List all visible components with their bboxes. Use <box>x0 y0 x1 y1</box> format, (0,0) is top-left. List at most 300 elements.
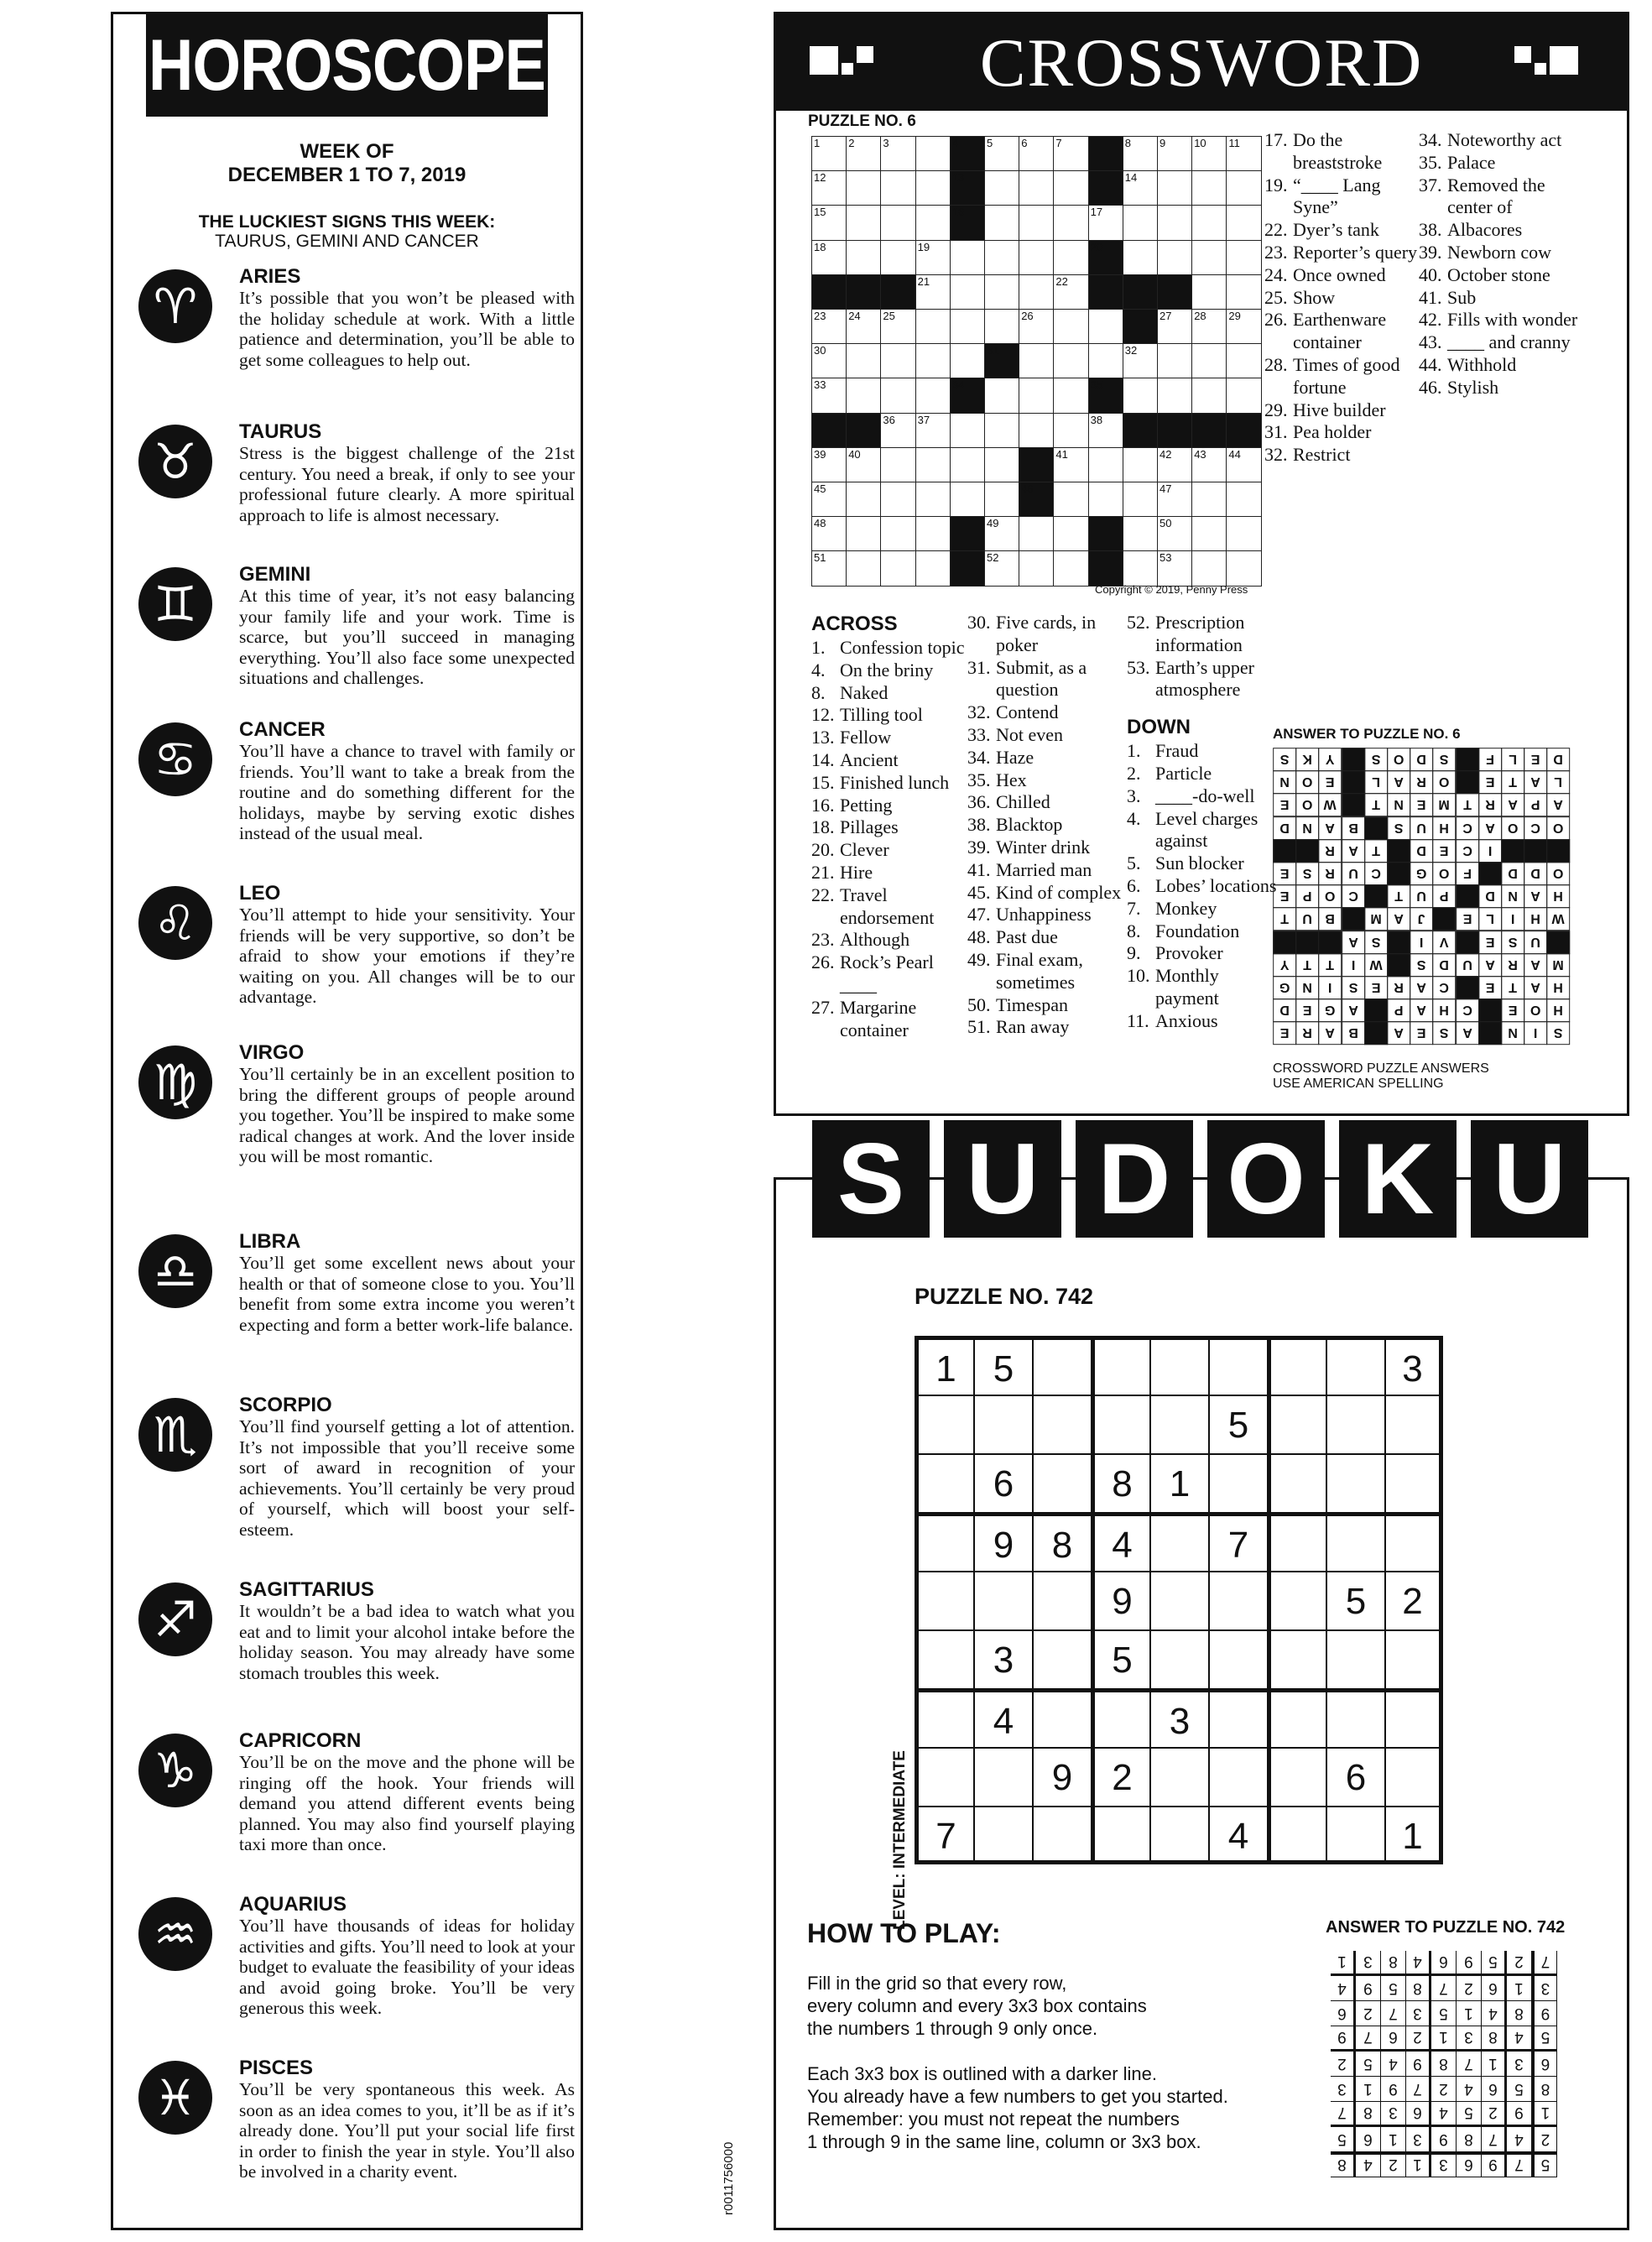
crossword-cell <box>1191 136 1227 171</box>
instruction-line <box>807 2040 1327 2062</box>
answer-cell: E <box>1318 770 1342 794</box>
sign-text: It wouldn’t be a bad idea to watch what you eat and to limit your alcohol intake before the holiday season. You may already have some stomach troubles this week. <box>239 1601 575 1683</box>
answer-cell: K <box>1295 748 1319 771</box>
instruction-line: every column and every 3x3 box contains <box>807 1995 1147 2016</box>
zodiac-aries-icon: ♈ <box>138 269 212 343</box>
clue <box>1419 129 1578 152</box>
clue <box>811 727 967 749</box>
crossword-black-cell <box>880 274 915 310</box>
crossword-cell <box>880 205 915 240</box>
cell-number: 47 <box>1160 482 1172 495</box>
crossword-cell <box>915 240 951 275</box>
cell-number: 30 <box>814 344 826 357</box>
sudoku-answer-cell: 8 <box>1431 2052 1457 2077</box>
clue-text: Past due <box>996 926 1058 948</box>
clue-number: 4. <box>811 659 826 680</box>
clue <box>1127 942 1278 965</box>
cell-number: 4 <box>951 137 959 149</box>
sudoku-cell <box>1032 1453 1091 1512</box>
sign-name: LEO <box>239 882 281 905</box>
cell-number: 29 <box>1228 310 1241 322</box>
instruction-line: Fill in the grid so that every row, <box>807 1973 1067 1994</box>
crossword-cell <box>984 136 1019 171</box>
clue-text: Restrict <box>1293 444 1351 466</box>
answer-cell: I <box>1501 907 1524 931</box>
crossword-cell <box>1123 343 1158 378</box>
crossword-cell <box>1019 309 1054 344</box>
sudoku-cell <box>1208 1571 1267 1629</box>
crossword-black-cell <box>846 274 881 310</box>
sudoku-answer-cell: 5 <box>1482 1951 1507 1976</box>
clue-text: Ancient <box>840 748 899 770</box>
crossword-cell <box>1088 309 1123 344</box>
answer-cell: O <box>1432 862 1456 885</box>
answer-cell: L <box>1364 770 1388 794</box>
sudoku-cell <box>1267 1629 1326 1688</box>
crossword-cell <box>1123 240 1158 275</box>
answer-note-2: USE AMERICAN SPELLING <box>1273 1077 1444 1091</box>
answer-cell: D <box>1524 862 1547 885</box>
crossword-cell <box>1226 136 1261 171</box>
clue-number: 35. <box>1419 151 1442 173</box>
crossword-cell <box>846 378 881 413</box>
sudoku-answer-cell: 2 <box>1532 2127 1557 2152</box>
crossword-cell <box>950 309 985 344</box>
clue-number: 8. <box>811 681 826 703</box>
sudoku-answer-cell: 5 <box>1431 2001 1457 2026</box>
week-line-2: DECEMBER 1 TO 7, 2019 <box>227 164 466 186</box>
answer-cell: E <box>1432 839 1456 863</box>
answer-cell: T <box>1364 839 1388 863</box>
clue-column-1 <box>811 612 967 1041</box>
sudoku-answer-cell: 1 <box>1406 2152 1431 2177</box>
sudoku-answer-cell: 6 <box>1381 2026 1406 2052</box>
sudoku-cell <box>1091 1395 1149 1453</box>
clue-column-2 <box>967 612 1127 1039</box>
clue-number: 48. <box>967 926 991 948</box>
clue-text: Fraud <box>1155 740 1199 762</box>
clue-text: Noteworthy act <box>1447 129 1562 150</box>
clue <box>811 839 967 862</box>
crossword-cell <box>846 240 881 275</box>
sudoku-cell <box>1326 1453 1384 1512</box>
answer-cell: Y <box>1318 748 1342 771</box>
sudoku-cell <box>1032 1688 1091 1747</box>
clue-number: 53. <box>1127 656 1150 678</box>
answer-cell: F <box>1478 748 1502 771</box>
sudoku-title-letter: K <box>1339 1120 1457 1238</box>
clue-number: 38. <box>1419 219 1442 241</box>
answer-black-cell <box>1364 816 1388 840</box>
clue-text: Sub <box>1447 286 1477 308</box>
crossword-cell <box>1123 136 1158 171</box>
clue <box>967 904 1127 926</box>
clue <box>1127 657 1278 702</box>
sudoku-cell <box>1384 1629 1443 1688</box>
answer-cell: T <box>1273 907 1296 931</box>
cell-number: 2 <box>848 137 855 149</box>
answer-cell: N <box>1501 884 1524 908</box>
clue <box>1419 175 1578 220</box>
crossword-cell <box>1053 482 1088 517</box>
answer-black-cell <box>1478 862 1502 885</box>
crossword-cell <box>950 447 985 482</box>
sudoku-cell: 2 <box>1384 1571 1443 1629</box>
crossword-cell <box>984 447 1019 482</box>
sudoku-cell: 6 <box>973 1453 1032 1512</box>
clue <box>1264 287 1422 310</box>
answer-cell: R <box>1295 1021 1319 1045</box>
sudoku-title-letter: S <box>812 1120 930 1238</box>
sign-name: CAPRICORN <box>239 1729 362 1752</box>
answer-cell: N <box>1387 793 1410 816</box>
crossword-cell <box>1191 447 1227 482</box>
clue <box>811 637 967 660</box>
crossword-cell <box>880 447 915 482</box>
answer-cell: P <box>1295 884 1319 908</box>
answer-cell: H <box>1546 998 1570 1022</box>
crossword-cell <box>984 516 1019 551</box>
crossword-cell <box>1053 516 1088 551</box>
sudoku-answer-cell: 6 <box>1457 2152 1482 2177</box>
clue-text: Petting <box>840 794 893 816</box>
crossword-cell <box>1157 447 1192 482</box>
clue-number: 31. <box>1264 421 1288 443</box>
crossword-cell <box>915 413 951 448</box>
clue-number: 52. <box>1127 612 1150 633</box>
across-clues-2 <box>967 612 1127 1039</box>
answer-cell: N <box>1501 1021 1524 1045</box>
clue <box>811 997 967 1042</box>
answer-cell: B <box>1342 1021 1365 1045</box>
sudoku-cell <box>1208 1688 1267 1747</box>
answer-black-cell <box>1387 839 1410 863</box>
answer-black-cell <box>1342 770 1365 794</box>
sudoku-answer-cell: 1 <box>1532 2102 1557 2127</box>
crossword-cell <box>950 274 985 310</box>
sudoku-cell: 2 <box>1091 1747 1149 1806</box>
sudoku-answer-cell: 5 <box>1331 2127 1356 2152</box>
cell-number: 5 <box>987 137 993 149</box>
clue-number: 8. <box>1127 920 1141 941</box>
crossword-black-cell <box>950 170 985 206</box>
answer-cell: E <box>1410 1021 1433 1045</box>
sudoku-cell <box>1208 1336 1267 1395</box>
sudoku-answer-cell: 7 <box>1381 2001 1406 2026</box>
sudoku-answer-cell: 4 <box>1482 2001 1507 2026</box>
sudoku-answer-cell: 6 <box>1482 2077 1507 2102</box>
crossword-cell <box>1053 274 1088 310</box>
sudoku-cell <box>1091 1806 1149 1864</box>
sign-text: You’ll have a chance to travel with family or friends. You’ll want to take a break from the routine and do something different for the holidays, maybe by serving exotic dishes instead of the usual meal. <box>239 741 575 843</box>
cell-number: 50 <box>1160 517 1172 530</box>
clue <box>967 769 1127 792</box>
sudoku-answer-cell: 7 <box>1457 2052 1482 2077</box>
crossword-cell <box>1019 550 1054 586</box>
clue <box>1264 175 1422 220</box>
sudoku-answer-cell: 4 <box>1507 2127 1532 2152</box>
sudoku-answer-cell: 9 <box>1507 2102 1532 2127</box>
answer-cell: E <box>1501 998 1524 1022</box>
cell-number: 24 <box>848 310 861 322</box>
sudoku-answer-cell: 6 <box>1331 2001 1356 2026</box>
clue <box>811 660 967 682</box>
answer-cell: S <box>1410 953 1433 977</box>
clue-number: 23. <box>811 929 835 951</box>
clue-text: Finished lunch <box>840 771 950 793</box>
crossword-cell <box>1123 170 1158 206</box>
sign-name: GEMINI <box>239 563 311 586</box>
answer-cell: C <box>1456 816 1479 840</box>
clue-text: Haze <box>996 746 1034 768</box>
answer-cell: G <box>1318 998 1342 1022</box>
answer-cell: D <box>1273 816 1296 840</box>
sudoku-cell <box>1149 1571 1208 1629</box>
clue <box>1127 740 1278 763</box>
zodiac-taurus-icon: ♉ <box>138 425 212 498</box>
cell-number: 41 <box>1055 447 1068 461</box>
crossword-cell <box>1157 378 1192 413</box>
cell-number: 32 <box>1124 344 1138 357</box>
clue-number: 30. <box>967 612 991 633</box>
crossword-cell <box>1157 482 1192 517</box>
sudoku-answer-cell: 2 <box>1406 2026 1431 2052</box>
clue-number: 27. <box>811 996 835 1018</box>
crossword-cell <box>915 378 951 413</box>
answer-cell: A <box>1387 1021 1410 1045</box>
answer-cell: S <box>1387 816 1410 840</box>
sudoku-answer-cell: 2 <box>1457 1976 1482 2001</box>
sudoku-answer-cell: 1 <box>1331 1951 1356 1976</box>
sudoku-answer-cell: 3 <box>1381 2102 1406 2127</box>
crossword-black-cell <box>950 136 985 171</box>
clue-number: 43. <box>1419 331 1442 353</box>
answer-cell: A <box>1524 953 1547 977</box>
clue-text: Married man <box>996 858 1092 880</box>
cell-number: 39 <box>814 447 826 461</box>
answer-cell: T <box>1501 976 1524 999</box>
document-code: r0011756000 <box>722 2141 736 2215</box>
clue <box>1264 444 1422 467</box>
crossword-cell <box>1053 136 1088 171</box>
answer-cell: S <box>1364 931 1388 954</box>
answer-black-cell <box>1456 884 1479 908</box>
instruction-line: You already have a few numbers to get you started. <box>807 2086 1228 2107</box>
clue-text: Clever <box>840 839 889 861</box>
sudoku-answer-cell: 4 <box>1331 1976 1356 2001</box>
clue <box>967 882 1127 905</box>
clue <box>811 749 967 772</box>
sudoku-cell <box>1208 1747 1267 1806</box>
clue-text: Pillages <box>840 816 899 838</box>
sudoku-cell <box>1149 1512 1208 1571</box>
sudoku-answer-cell: 8 <box>1482 2026 1507 2052</box>
banner-square-icon <box>1514 46 1531 63</box>
zodiac-capricorn-icon: ♑ <box>138 1734 212 1807</box>
answer-cell: E <box>1456 907 1479 931</box>
clue <box>1127 612 1278 657</box>
sudoku-cell <box>973 1806 1032 1864</box>
crossword-cell <box>1226 516 1261 551</box>
crossword-cell <box>811 240 847 275</box>
sudoku-answer-cell: 1 <box>1431 2026 1457 2052</box>
sign-name: SCORPIO <box>239 1394 332 1416</box>
crossword-cell <box>1191 170 1227 206</box>
crossword-black-cell <box>846 413 881 448</box>
answer-cell: A <box>1342 839 1365 863</box>
cell-number: 13 <box>951 171 965 185</box>
answer-black-cell <box>1456 748 1479 771</box>
answer-cell: O <box>1295 770 1319 794</box>
clue <box>967 949 1127 994</box>
sudoku-title-letter: O <box>1207 1120 1325 1238</box>
answer-black-cell <box>1295 931 1319 954</box>
sudoku-cell: 8 <box>1091 1453 1149 1512</box>
clue-number: 32. <box>1264 444 1288 466</box>
sudoku-cell <box>915 1512 973 1571</box>
clue-text: “____ Lang Syne” <box>1293 174 1381 218</box>
clue-number: 36. <box>967 791 991 813</box>
crossword-black-cell <box>950 516 985 551</box>
clue <box>1127 965 1278 1010</box>
clue-number: 39. <box>967 836 991 858</box>
answer-cell: P <box>1432 884 1456 908</box>
sudoku-cell: 8 <box>1032 1512 1091 1571</box>
crossword-cell <box>950 240 985 275</box>
answer-cell: R <box>1410 770 1433 794</box>
crossword-cell <box>1226 274 1261 310</box>
sign-name: PISCES <box>239 2057 314 2079</box>
sudoku-cell <box>1267 1571 1326 1629</box>
horoscope-title: HOROSCOPE <box>146 14 548 117</box>
sudoku-cell: 5 <box>973 1336 1032 1395</box>
answer-cell: O <box>1524 998 1547 1022</box>
sudoku-answer-cell: 3 <box>1532 1976 1557 2001</box>
sudoku-puzzle-number: PUZZLE NO. 742 <box>915 1284 1094 1309</box>
horoscope-panel <box>111 12 583 2230</box>
clue <box>1127 875 1278 898</box>
answer-cell: O <box>1432 770 1456 794</box>
sudoku-answer-cell: 1 <box>1482 2052 1507 2077</box>
sudoku-answer-cell: 7 <box>1532 1951 1557 1976</box>
cell-number: 3 <box>883 137 889 149</box>
sudoku-cell: 4 <box>1208 1806 1267 1864</box>
answer-cell: S <box>1273 748 1296 771</box>
answer-black-cell <box>1524 839 1547 863</box>
crossword-cell <box>1053 550 1088 586</box>
crossword-cell <box>915 205 951 240</box>
clue <box>967 747 1127 769</box>
answer-cell: D <box>1546 748 1570 771</box>
crossword-cell <box>950 482 985 517</box>
sudoku-grid <box>915 1336 1468 1881</box>
crossword-title: CROSSWORD <box>979 24 1424 101</box>
crossword-cell <box>1226 482 1261 517</box>
answer-note-1: CROSSWORD PUZZLE ANSWERS <box>1273 1061 1489 1076</box>
crossword-cell <box>846 205 881 240</box>
clue <box>1264 399 1422 422</box>
sign-text: You’ll attempt to hide your sensitivity. Your friends will be very supportive, so don’t be afraid to show your emotions if they’re waiting on you. All changes will be to our advantage. <box>239 905 575 1007</box>
clue <box>1127 808 1278 853</box>
clue <box>967 1016 1127 1039</box>
crossword-cell <box>846 550 881 586</box>
cell-number: 22 <box>1055 274 1068 288</box>
crossword-black-cell <box>1088 274 1123 310</box>
clue-number: 41. <box>967 858 991 880</box>
answer-cell: A <box>1478 816 1502 840</box>
answer-cell: A <box>1501 793 1524 816</box>
answer-cell: O <box>1295 793 1319 816</box>
sudoku-answer-cell: 9 <box>1532 2001 1557 2026</box>
clue-number: 42. <box>1419 309 1442 331</box>
sudoku-cell <box>1267 1747 1326 1806</box>
answer-black-cell <box>1364 998 1388 1022</box>
answer-cell: U <box>1295 907 1319 931</box>
clue <box>967 814 1127 837</box>
crossword-black-cell <box>1088 240 1123 275</box>
sudoku-cell: 5 <box>1091 1629 1149 1688</box>
down-clues-2 <box>1264 129 1422 467</box>
crossword-cell <box>880 550 915 586</box>
clue-column-5 <box>1419 129 1578 399</box>
clue-text: Naked <box>840 681 889 703</box>
sudoku-answer-cell: 3 <box>1507 2052 1532 2077</box>
answer-cell: T <box>1295 953 1319 977</box>
sudoku-answer-title: ANSWER TO PUZZLE NO. 742 <box>1326 1918 1566 1937</box>
sudoku-answer-cell: 1 <box>1356 2077 1381 2102</box>
answer-cell: E <box>1273 1021 1296 1045</box>
crossword-black-cell <box>1123 274 1158 310</box>
crossword-cell <box>1157 343 1192 378</box>
sudoku-cell <box>973 1571 1032 1629</box>
clue-number: 38. <box>967 814 991 836</box>
clue-number: 17. <box>1264 129 1288 150</box>
clue <box>1127 898 1278 920</box>
answer-cell: F <box>1456 862 1479 885</box>
crossword-cell <box>1053 413 1088 448</box>
sudoku-answer-cell: 7 <box>1356 2026 1381 2052</box>
crossword-black-cell <box>950 205 985 240</box>
answer-cell: R <box>1501 953 1524 977</box>
sudoku-answer-cell: 9 <box>1457 1951 1482 1976</box>
clue <box>1419 331 1578 354</box>
answer-black-cell <box>1318 931 1342 954</box>
answer-black-cell <box>1501 839 1524 863</box>
zodiac-leo-icon: ♌ <box>138 886 212 960</box>
answer-cell: R <box>1318 862 1342 885</box>
sudoku-cell: 1 <box>1384 1806 1443 1864</box>
cell-number: 7 <box>1055 137 1062 149</box>
crossword-cell <box>915 447 951 482</box>
answer-cell: A <box>1524 770 1547 794</box>
crossword-answer-title: ANSWER TO PUZZLE NO. 6 <box>1273 726 1461 742</box>
sudoku-cell: 7 <box>915 1806 973 1864</box>
down-heading: DOWN <box>1127 716 1191 739</box>
across-clues-3 <box>1127 612 1278 701</box>
answer-cell: Y <box>1273 953 1296 977</box>
crossword-cell <box>1123 550 1158 586</box>
crossword-cell <box>1191 309 1227 344</box>
clue <box>1419 354 1578 377</box>
answer-cell: A <box>1318 816 1342 840</box>
crossword-cell <box>1191 482 1227 517</box>
answer-cell: J <box>1410 907 1433 931</box>
clue-number: 47. <box>967 904 991 925</box>
zodiac-pisces-icon: ♓ <box>138 2061 212 2135</box>
clue-text: Do the breaststroke <box>1293 129 1383 173</box>
clue <box>811 952 967 997</box>
sudoku-cell <box>1384 1453 1443 1512</box>
